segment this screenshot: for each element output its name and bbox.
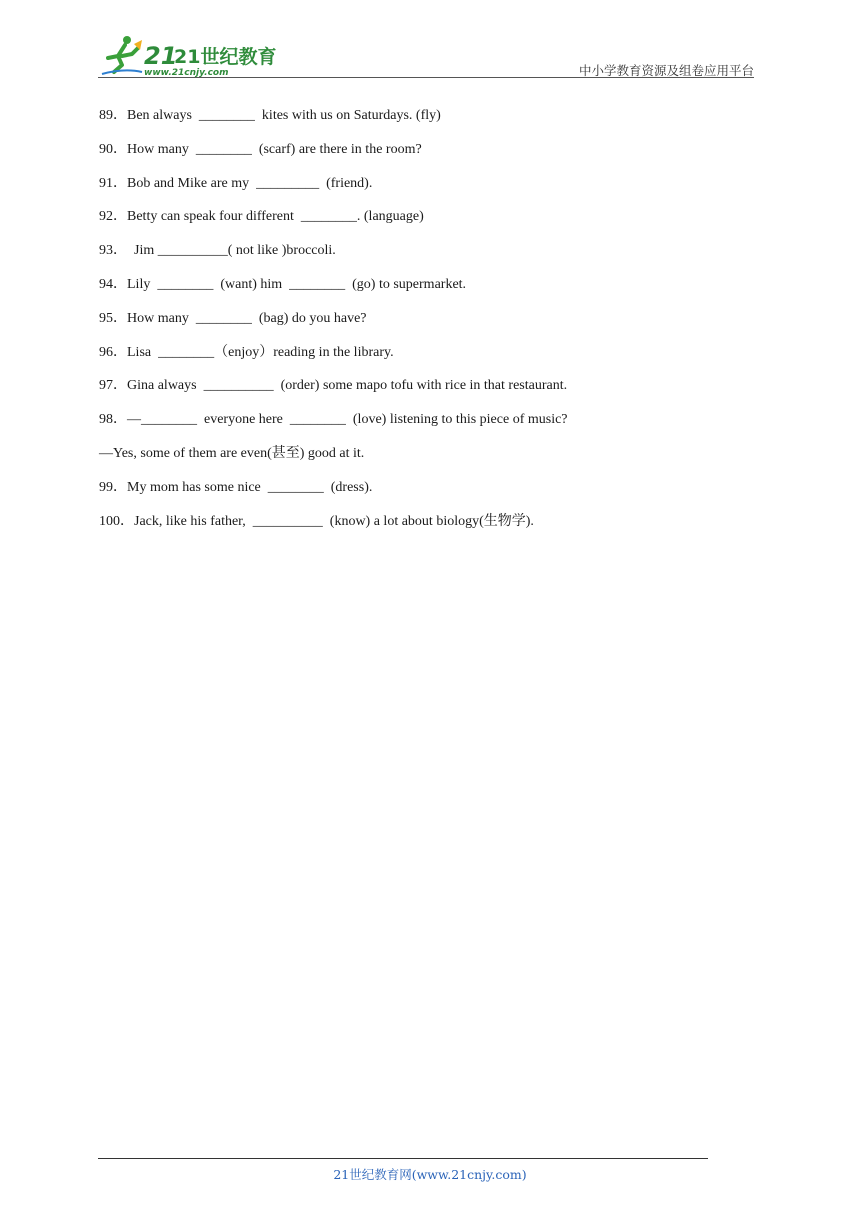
footer-divider [98,1158,708,1159]
question-93: 93． Jim __________( not like )broccoli. [99,243,336,259]
question-90: 90．How many ________ (scarf) are there in the room? [99,141,422,157]
header-divider [98,77,754,78]
question-95: 95．How many ________ (bag) do you have? [99,310,367,326]
question-list [99,106,759,545]
question-94: 94．Lily ________ (want) him ________ (go) to supermarket. [99,276,467,292]
header-platform-label: 中小学教育资源及组卷应用平台 [578,63,754,78]
question-96: 96．Lisa ________（enjoy）reading in the library. [99,344,394,360]
question-92: 92．Betty can speak four different ________. (language) [99,209,424,225]
question-98: 98．—________ everyone here ________ (love) listening to this piece of music? [99,412,568,428]
svg-text:www.21cnjy.com: www.21cnjy.com [144,68,229,78]
page-header [0,0,860,80]
question-98-answer-line: —Yes, some of them are even(甚至) good at it. [99,445,365,461]
question-91: 91．Bob and Mike are my _________ (friend). [99,175,373,191]
question-97: 97．Gina always __________ (order) some mapo tofu with rice in that restaurant. [99,378,568,394]
svg-text:21: 21 [144,42,178,70]
svg-text:21世纪教育: 21世纪教育 [174,46,277,68]
question-99: 99．My mom has some nice ________ (dress). [99,479,373,495]
question-100: 100．Jack, like his father, __________ (know) a lot about biology(生物学). [99,513,534,529]
footer-source: 21世纪教育网(www.21cnjy.com) [333,1167,527,1182]
runner-icon [102,36,142,74]
site-logo [94,34,277,78]
question-89: 89．Ben always ________ kites with us on Saturdays. (fly) [99,108,441,123]
